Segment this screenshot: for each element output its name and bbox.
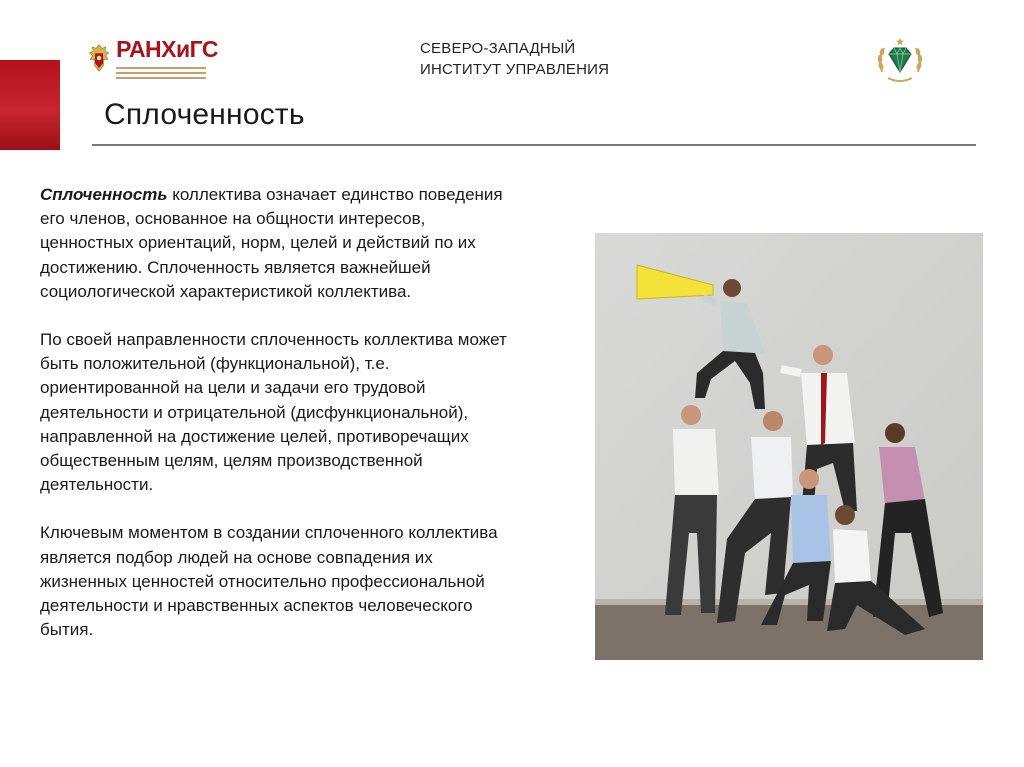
logo-subtitle-lines xyxy=(116,64,218,79)
emerald-laurel-emblem-icon xyxy=(872,32,928,88)
human-pyramid-photo xyxy=(595,233,983,660)
ranepa-crest-icon xyxy=(88,38,110,78)
ranepa-logo xyxy=(88,36,218,80)
paragraph-1-emphasis: Сплоченность xyxy=(40,185,168,204)
red-accent-bar xyxy=(0,60,60,150)
paragraph-1-text: коллектива означает единство поведения его членов, основанное на общности интересов, ценностных ориентаций, норм, целей и действий по их достижению. Сплоченность является важнейшей социологической характеристикой коллектива. xyxy=(40,185,503,301)
institute-line-2: ИНСТИТУТ УПРАВЛЕНИЯ xyxy=(420,61,610,78)
page-title: Сплоченность xyxy=(104,98,305,131)
institute-line-1: СЕВЕРО-ЗАПАДНЫЙ xyxy=(420,40,576,57)
institute-name xyxy=(420,38,680,80)
logo-title: РАНХиГС xyxy=(116,36,218,62)
body-text xyxy=(40,183,510,666)
paragraph-2: По своей направленности сплоченность коллектива может быть положительной (функциональной), т.е. ориентированной на цели и задачи его трудовой деятельности и отрицательной (дисфункциональной), направленной на достижение целей, противоречащих общественным целям, целям производственной деятельности. xyxy=(40,330,507,495)
paragraph-3: Ключевым моментом в создании сплоченного коллектива является подбор людей на основе совпадения их жизненных ценностей относительно профессиональной деятельности и нравственных аспектов человеческого бытия. xyxy=(40,523,498,640)
title-divider xyxy=(92,144,976,146)
paragraph-1 xyxy=(40,183,510,304)
